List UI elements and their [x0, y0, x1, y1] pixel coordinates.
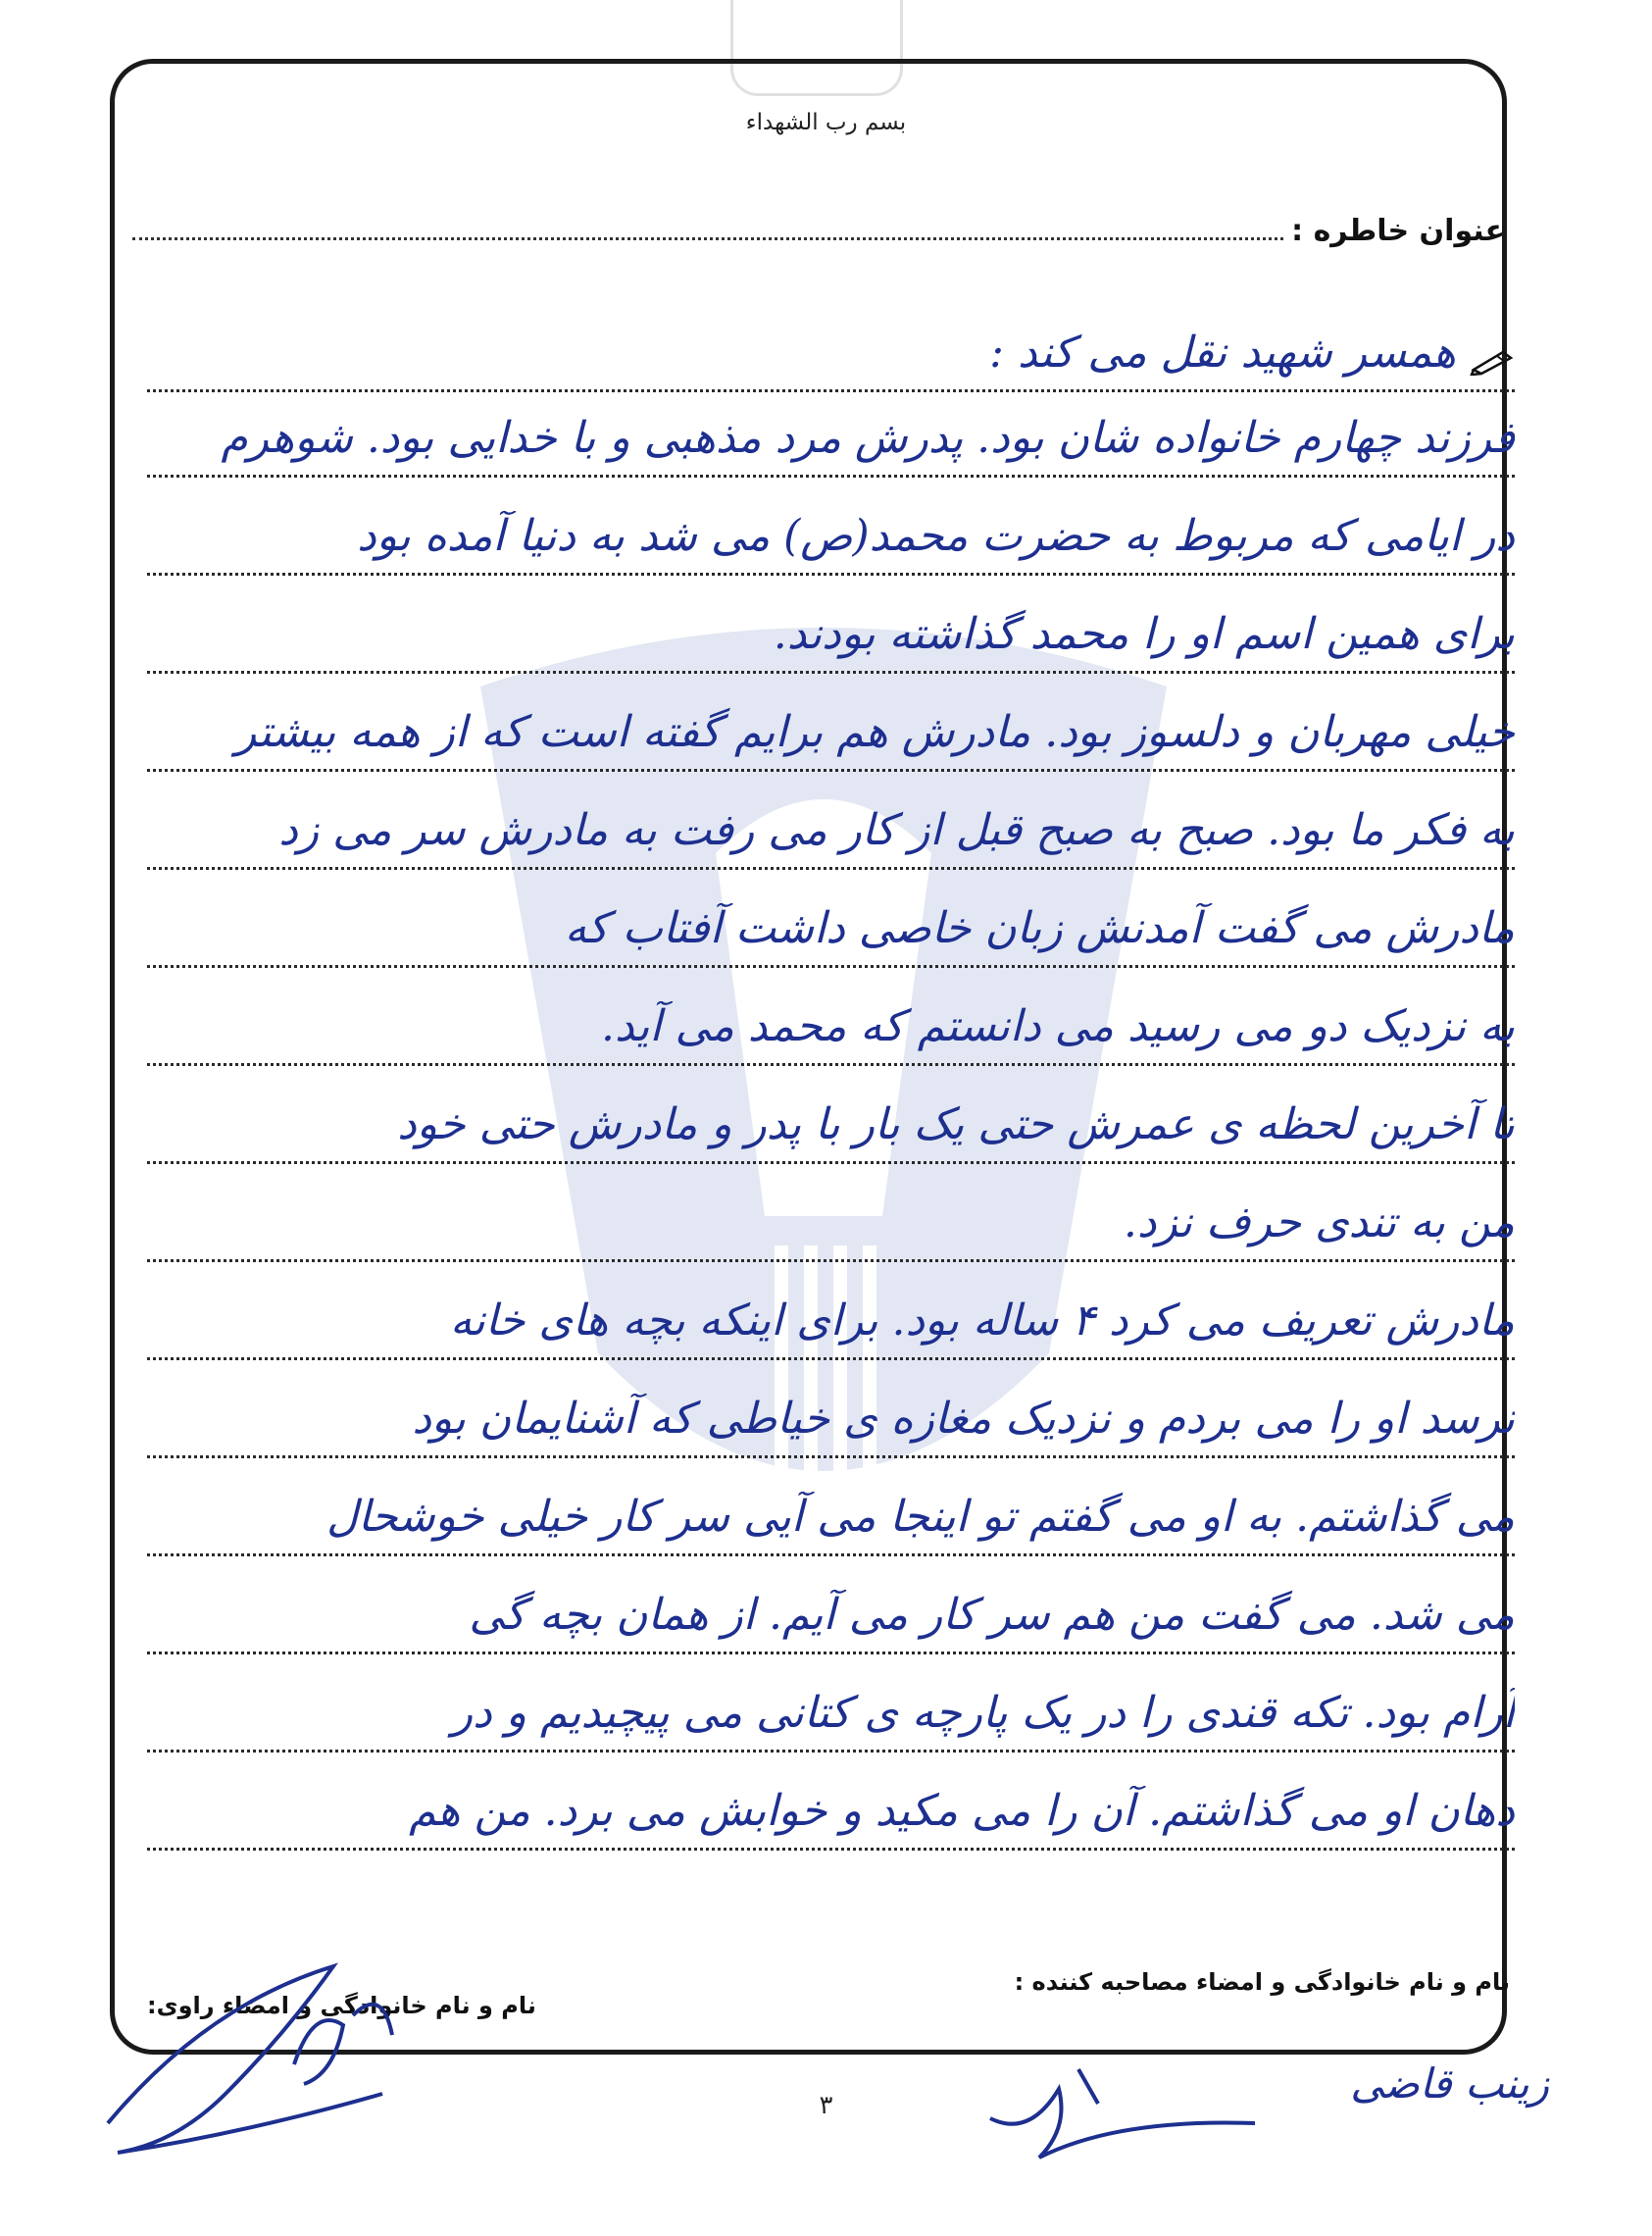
narrator-name: زینب قاضی	[1350, 2059, 1549, 2108]
page-number: ۳	[819, 2091, 833, 2120]
memory-title-field	[132, 216, 1283, 240]
line-text: آرام بود. تکه قندی را در یک پارچه ی کتانی می پیچیدیم و در	[451, 1688, 1515, 1738]
line-text: دهان او می گذاشتم. آن را می مکید و خوابش می برد. من هم	[409, 1786, 1515, 1836]
line-text: نرسد او را می بردم و نزدیک مغازه ی خیاطی که آشنایمان بود	[412, 1394, 1515, 1444]
narrator-label: نام و نام خانوادگی و امضاء راوی:	[147, 1992, 536, 2019]
handwritten-line	[147, 1556, 1515, 1654]
narrator-signature	[88, 1947, 412, 2172]
handwritten-line	[147, 674, 1515, 772]
handwritten-line	[147, 1360, 1515, 1458]
line-text: همسر شهید نقل می کند :	[989, 328, 1456, 378]
pen-icon	[1470, 346, 1515, 376]
handwritten-line	[147, 772, 1515, 870]
line-text: برای همین اسم او را محمد گذاشته بودند.	[773, 609, 1515, 659]
page-heading: بسم رب الشهداء	[745, 110, 907, 135]
line-text: من به تندی حرف نزد.	[1123, 1197, 1515, 1247]
line-text: مادرش تعریف می کرد ۴ ساله بود. برای اینکه بچه های خانه	[449, 1296, 1515, 1346]
handwritten-line	[147, 294, 1515, 392]
line-text: تا آخرین لحظه ی عمرش حتی یک بار با پدر و مادرش حتی خود	[397, 1099, 1515, 1149]
line-text: در ایامی که مربوط به حضرت محمد(ص) می شد به دنیا آمده بود	[357, 511, 1515, 561]
line-text: می شد. می گفت من هم سر کار می آیم. از همان بچه گی	[469, 1590, 1515, 1640]
line-text: فرزند چهارم خانواده شان بود. پدرش مرد مذهبی و با خدایی بود. شوهرم	[221, 413, 1515, 463]
line-text: به فکر ما بود. صبح به صبح قبل از کار می رفت به مادرش سر می زد	[278, 805, 1515, 855]
handwritten-line	[147, 576, 1515, 674]
handwritten-line	[147, 1753, 1515, 1851]
handwritten-line	[147, 1654, 1515, 1753]
memory-title-row	[132, 214, 1505, 248]
handwritten-line	[147, 870, 1515, 968]
handwritten-line	[147, 1262, 1515, 1360]
line-text: خیلی مهربان و دلسوز بود. مادرش هم برایم گفته است که از همه بیشتر	[235, 707, 1515, 757]
line-text: می گذاشتم. به او می گفتم تو اینجا می آیی سر کار خیلی خوشحال	[325, 1492, 1515, 1542]
handwritten-line	[147, 380, 1515, 478]
handwritten-line	[147, 968, 1515, 1066]
handwritten-line	[147, 1164, 1515, 1262]
handwritten-line	[147, 478, 1515, 576]
memory-title-label: عنوان خاطره :	[1291, 214, 1505, 248]
line-text: مادرش می گفت آمدنش زبان خاصی داشت آفتاب که	[565, 903, 1515, 953]
handwritten-line	[147, 1458, 1515, 1556]
line-text: به نزدیک دو می رسید می دانستم که محمد می آید.	[601, 1001, 1515, 1051]
handwritten-line	[147, 1066, 1515, 1164]
interviewer-label: نام و نام خانوادگی و امضاء مصاحبه کننده :	[1014, 1968, 1510, 1996]
